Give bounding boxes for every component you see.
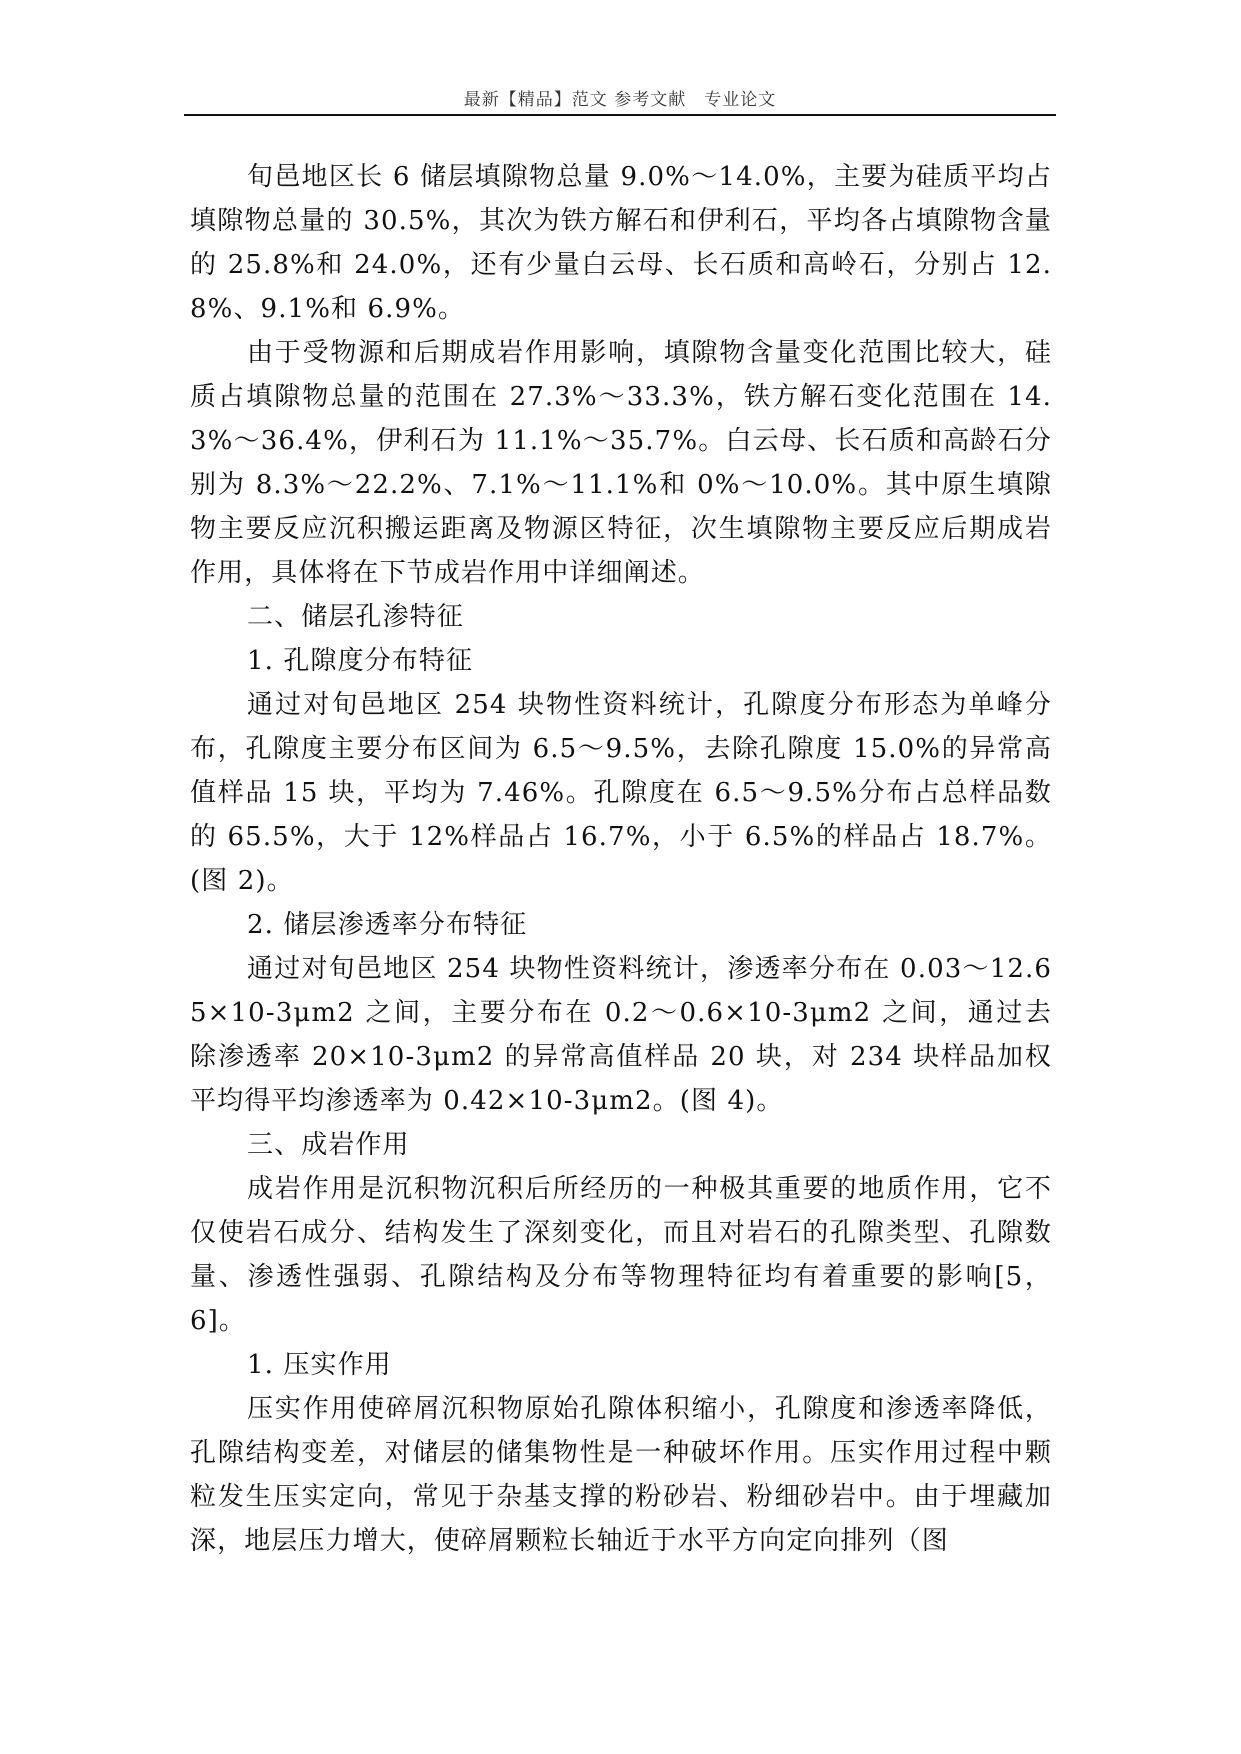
paragraph-diagenesis: 成岩作用是沉积物沉积后所经历的一种极其重要的地质作用，它不仅使岩石成分、结构发生了深刻变化，而且对岩石的孔隙类型、孔隙数量、渗透性强弱、孔隙结构及分布等物理特征均有着重要的影响[5，6]。 [190, 1174, 1052, 1336]
subheading-permeability-distribution: 2. 储层渗透率分布特征 [247, 910, 528, 940]
document-body [190, 155, 1052, 1563]
paragraph-porosity-distribution: 通过对旬邑地区 254 块物性资料统计，孔隙度分布形态为单峰分布，孔隙度主要分布区间为 6.5～9.5%，去除孔隙度 15.0%的异常高值样品 15 块，平均为 7.46%。孔隙度在 6.5～9.5%分布占总样品数的 65.5%，大于 12%样品占 16.7%，小于 6.5%的样品占 18.7%。(图 2)。 [190, 690, 1052, 896]
page-header: 最新【精品】范文 参考文献 专业论文 [463, 90, 777, 110]
subheading-porosity-distribution: 1. 孔隙度分布特征 [247, 646, 474, 676]
header-divider [184, 114, 1056, 116]
section-heading-diagenesis: 三、成岩作用 [247, 1130, 410, 1160]
section-heading-porosity-permeability: 二、储层孔渗特征 [247, 602, 464, 632]
paragraph-permeability-distribution: 通过对旬邑地区 254 块物性资料统计，渗透率分布在 0.03～12.65×10-3μm2 之间，主要分布在 0.2～0.6×10-3μm2 之间，通过去除渗透率 20×10-3μm2 的异常高值样品 20 块，对 234 块样品加权平均得平均渗透率为 0.42×10-3μm2。(图 4)。 [190, 954, 1052, 1116]
paragraph-filler-variation: 由于受物源和后期成岩作用影响，填隙物含量变化范围比较大，硅质占填隙物总量的范围在 27.3%～33.3%，铁方解石变化范围在 14.3%～36.4%，伊利石为 11.1%～35.7%。白云母、长石质和高龄石分别为 8.3%～22.2%、7.1%～11.1%和 0%～10.0%。其中原生填隙物主要反应沉积搬运距离及物源区特征，次生填隙物主要反应后期成岩作用，具体将在下节成岩作用中详细阐述。 [190, 338, 1052, 588]
paragraph-filler-content: 旬邑地区长 6 储层填隙物总量 9.0%～14.0%，主要为硅质平均占填隙物总量的 30.5%，其次为铁方解石和伊利石，平均各占填隙物含量的 25.8%和 24.0%，还有少量白云母、长石质和高岭石，分别占 12.8%、9.1%和 6.9%。 [190, 162, 1052, 324]
subheading-compaction: 1. 压实作用 [247, 1350, 392, 1380]
paragraph-compaction: 压实作用使碎屑沉积物原始孔隙体积缩小，孔隙度和渗透率降低，孔隙结构变差，对储层的储集物性是一种破坏作用。压实作用过程中颗粒发生压实定向，常见于杂基支撑的粉砂岩、粉细砂岩中。由于埋藏加深，地层压力增大，使碎屑颗粒长轴近于水平方向定向排列（图 [190, 1394, 1052, 1556]
